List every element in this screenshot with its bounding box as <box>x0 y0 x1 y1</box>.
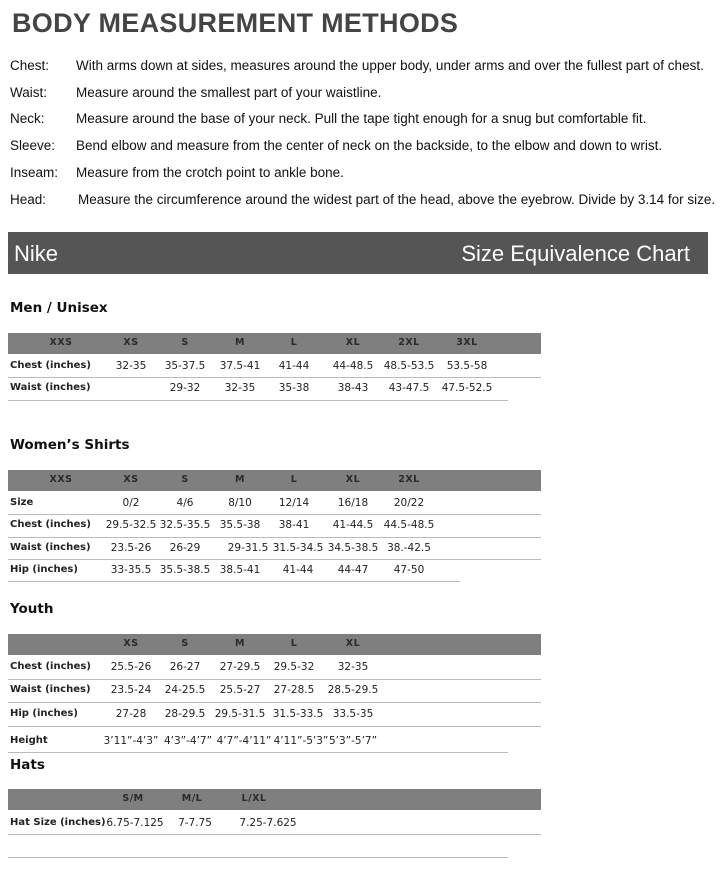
row-divider <box>8 377 541 378</box>
row-label: Waist (inches) <box>10 542 91 553</box>
size-header: M <box>235 337 245 348</box>
row-label: Chest (inches) <box>10 661 91 672</box>
method-text: Measure the circumference around the widest part of the head, above the eyebrow. Divide by 3.14 for size. <box>78 192 716 207</box>
table-cell: 27-29.5 <box>219 661 261 673</box>
table-cell: 27-28 <box>115 708 147 720</box>
method-neck <box>10 111 646 126</box>
section-title-youth: Youth <box>10 601 54 617</box>
table-cell: 43-47.5 <box>388 382 430 394</box>
table-cell: 23.5-26 <box>110 542 152 554</box>
table-cell: 38-41 <box>278 519 310 531</box>
table-header-men <box>8 333 541 354</box>
table-cell: 32-35 <box>337 661 369 673</box>
table-cell: 29.5-31.5 <box>214 708 266 720</box>
table-cell: 44-48.5 <box>332 360 374 372</box>
row-divider <box>8 702 541 703</box>
table-cell: 44-47 <box>337 564 369 576</box>
table-cell: 26-29 <box>169 542 201 554</box>
method-inseam <box>10 165 344 180</box>
table-cell: 38.-42.5 <box>387 542 431 554</box>
table-cell: 41-44 <box>282 564 314 576</box>
size-header: 2XL <box>398 337 420 348</box>
size-header: S <box>181 638 189 649</box>
size-header: M <box>235 474 245 485</box>
method-text: Measure around the base of your neck. Pull the tape tight enough for a snug but comfortable fit. <box>76 111 647 126</box>
row-divider <box>8 537 541 538</box>
table-cell: 38.5-41 <box>219 564 261 576</box>
table-cell: 4/6 <box>176 497 194 509</box>
table-header-women <box>8 470 541 491</box>
page-title: BODY MEASUREMENT METHODS <box>12 8 459 38</box>
table-cell: 26-27 <box>169 661 201 673</box>
table-cell: 31.5-33.5 <box>272 708 324 720</box>
table-cell: 4’3”-4’7” <box>163 735 213 747</box>
table-cell: 0/2 <box>122 497 140 509</box>
size-header: L <box>290 337 298 348</box>
section-title-hats: Hats <box>10 757 45 773</box>
table-cell: 34.5-38.5 <box>327 542 379 554</box>
table-header-youth <box>8 634 541 655</box>
table-cell: 16/18 <box>337 497 369 509</box>
table-cell: 35.5-38 <box>219 519 261 531</box>
size-header: S/M <box>122 793 144 804</box>
method-waist <box>10 85 381 100</box>
row-divider <box>8 834 541 835</box>
method-sleeve <box>10 138 662 153</box>
row-label: Height <box>10 735 48 746</box>
table-cell: 25.5-27 <box>219 684 261 696</box>
row-label: Waist (inches) <box>10 684 91 695</box>
table-cell: 33.5-35 <box>332 708 374 720</box>
section-title-women: Women’s Shirts <box>10 437 130 453</box>
row-divider <box>8 752 508 753</box>
size-header: 2XL <box>398 474 420 485</box>
size-header: L <box>290 638 298 649</box>
table-cell: 35.5-38.5 <box>159 564 211 576</box>
table-cell: 29.5-32.5 <box>105 519 157 531</box>
table-cell: 33-35.5 <box>110 564 152 576</box>
table-cell: 23.5-24 <box>110 684 152 696</box>
row-divider <box>8 559 541 560</box>
size-header: XS <box>123 474 139 485</box>
table-cell: 20/22 <box>393 497 425 509</box>
row-label: Hip (inches) <box>10 708 78 719</box>
table-cell: 6.75-7.125 <box>106 817 164 829</box>
row-divider <box>8 400 508 401</box>
size-header: XL <box>345 474 361 485</box>
table-cell: 32-35 <box>115 360 147 372</box>
brand-name: Nike <box>14 241 59 266</box>
table-cell: 41-44 <box>278 360 310 372</box>
row-divider <box>8 581 460 582</box>
method-text: Measure around the smallest part of your waistline. <box>76 85 382 100</box>
row-label: Chest (inches) <box>10 519 91 530</box>
size-header: XL <box>345 337 361 348</box>
row-divider <box>8 679 541 680</box>
table-cell: 32-35 <box>224 382 256 394</box>
size-header: XS <box>123 337 139 348</box>
table-cell: 28-29.5 <box>164 708 206 720</box>
row-label: Chest (inches) <box>10 360 91 371</box>
size-header: M <box>235 638 245 649</box>
method-label: Waist: <box>10 85 47 100</box>
table-cell: 32.5-35.5 <box>159 519 211 531</box>
size-header: XL <box>345 638 361 649</box>
table-cell: 7.25-7.625 <box>239 817 297 829</box>
table-cell: 12/14 <box>278 497 310 509</box>
method-text: Bend elbow and measure from the center of neck on the backside, to the elbow and down to wrist. <box>76 138 663 153</box>
table-cell: 24-25.5 <box>164 684 206 696</box>
table-cell: 29-32 <box>169 382 201 394</box>
method-label: Chest: <box>10 58 50 73</box>
row-divider <box>8 726 541 727</box>
size-header: 3XL <box>456 337 478 348</box>
table-cell: 35-37.5 <box>164 360 206 372</box>
table-cell: 7-7.75 <box>178 817 212 829</box>
size-header: XXS <box>49 474 73 485</box>
method-label: Head: <box>10 192 47 207</box>
method-text: With arms down at sides, measures around the upper body, under arms and over the fullest part of chest. <box>76 58 704 73</box>
table-cell: 37.5-41 <box>219 360 261 372</box>
table-cell: 38-43 <box>337 382 369 394</box>
size-header: S <box>181 337 189 348</box>
row-divider <box>8 857 508 858</box>
section-title-men: Men / Unisex <box>10 300 108 316</box>
table-cell: 48.5-53.5 <box>383 360 435 372</box>
table-cell: 3’11”-4’3” <box>103 735 159 747</box>
chart-title: Size Equivalence Chart <box>461 241 690 266</box>
row-label: Hip (inches) <box>10 564 78 575</box>
method-chest <box>10 58 704 73</box>
table-cell: 29.5-32 <box>273 661 315 673</box>
method-label: Neck: <box>10 111 45 126</box>
size-header: M/L <box>181 793 203 804</box>
table-cell: 25.5-26 <box>110 661 152 673</box>
size-header: XXS <box>49 337 73 348</box>
table-cell: 47.5-52.5 <box>441 382 493 394</box>
size-header: XS <box>123 638 139 649</box>
table-cell: 44.5-48.5 <box>383 519 435 531</box>
brand-banner <box>8 232 708 274</box>
size-header: L <box>290 474 298 485</box>
method-text: Measure from the crotch point to ankle bone. <box>76 165 344 180</box>
table-cell: 5’3”-5’7” <box>328 735 378 747</box>
table-cell: 4’11”-5’3” <box>273 735 329 747</box>
table-header-hats <box>8 789 541 810</box>
row-label: Hat Size (inches) <box>10 817 106 828</box>
row-label: Size <box>10 497 34 508</box>
table-cell: 27-28.5 <box>273 684 315 696</box>
method-label: Inseam: <box>10 165 59 180</box>
method-label: Sleeve: <box>10 138 56 153</box>
row-divider <box>8 514 541 515</box>
table-cell: 29-31.5 <box>227 542 269 554</box>
table-cell: 28.5-29.5 <box>327 684 379 696</box>
table-cell: 53.5-58 <box>446 360 488 372</box>
table-cell: 41-44.5 <box>332 519 374 531</box>
size-header: L/XL <box>241 793 267 804</box>
table-cell: 4’7”-4’11” <box>216 735 272 747</box>
table-cell: 47-50 <box>393 564 425 576</box>
table-cell: 31.5-34.5 <box>272 542 324 554</box>
size-header: S <box>181 474 189 485</box>
table-cell: 8/10 <box>228 497 252 509</box>
method-head <box>10 192 715 207</box>
table-cell: 35-38 <box>278 382 310 394</box>
row-label: Waist (inches) <box>10 382 91 393</box>
